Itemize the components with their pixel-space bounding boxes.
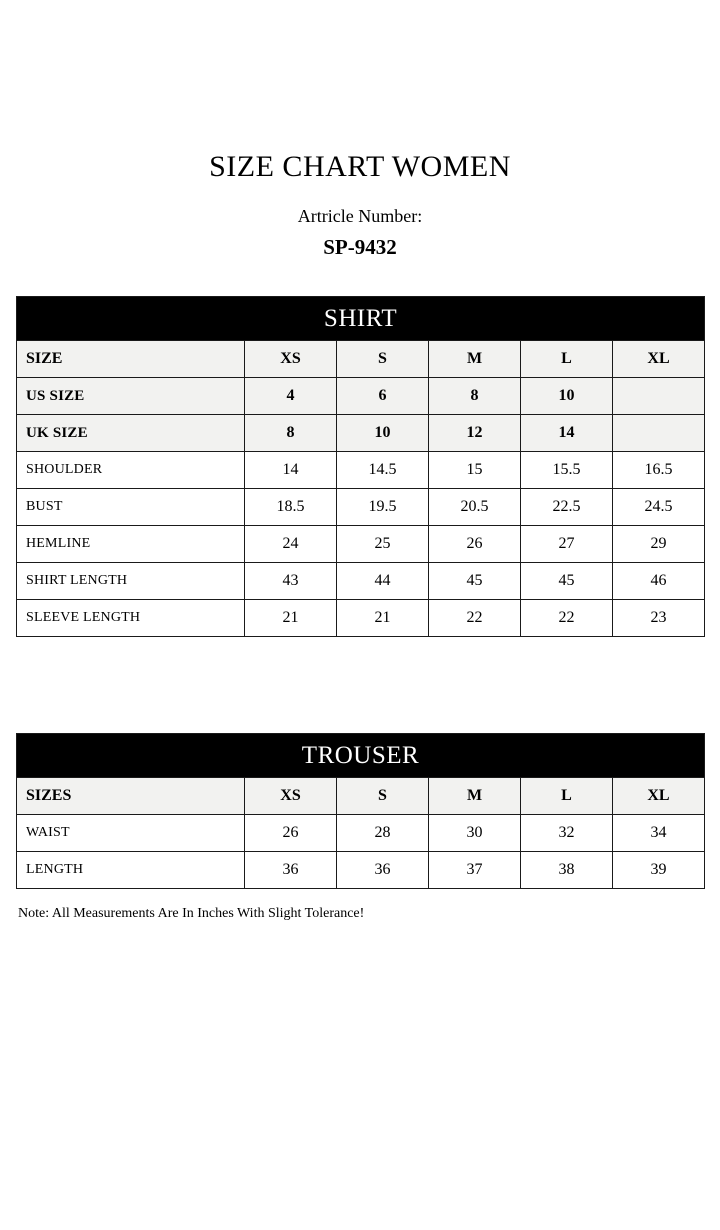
row-value: 12 [429,415,521,452]
row-label: SHOULDER [17,452,245,489]
row-value: 22 [521,600,613,637]
row-value: 23 [613,600,705,637]
row-value: 21 [337,600,429,637]
measurement-note: Note: All Measurements Are In Inches With Slight Tolerance! [18,906,365,921]
trouser-band-row [17,734,705,778]
row-value: 38 [521,852,613,889]
row-value: 10 [337,415,429,452]
trouser-header-cell: M [429,778,521,815]
row-value: 45 [521,563,613,600]
row-value: 8 [245,415,337,452]
row-value: 14 [521,415,613,452]
row-value: 45 [429,563,521,600]
row-value: 10 [521,378,613,415]
row-value: 15 [429,452,521,489]
row-value: 21 [245,600,337,637]
trouser-header-cell: L [521,778,613,815]
row-label: US SIZE [17,378,245,415]
row-value: 4 [245,378,337,415]
size-chart-page [0,150,720,1230]
shirt-header-cell: M [429,341,521,378]
trouser-header-cell: S [337,778,429,815]
row-label: HEMLINE [17,526,245,563]
row-value: 30 [429,815,521,852]
row-value: 37 [429,852,521,889]
table-row [17,415,705,452]
row-value: 36 [337,852,429,889]
row-value: 43 [245,563,337,600]
shirt-band-label: SHIRT [17,297,705,341]
row-value: 19.5 [337,489,429,526]
row-value: 20.5 [429,489,521,526]
row-value: 44 [337,563,429,600]
table-row [17,489,705,526]
row-label: SLEEVE LENGTH [17,600,245,637]
trouser-size-table [16,733,705,889]
row-value: 32 [521,815,613,852]
shirt-band-row [17,297,705,341]
row-value: 27 [521,526,613,563]
shirt-size-table [16,296,705,637]
table-row [17,600,705,637]
trouser-band-label: TROUSER [17,734,705,778]
trouser-header-cell: XL [613,778,705,815]
row-label: SHIRT LENGTH [17,563,245,600]
table-row [17,452,705,489]
row-value: 14.5 [337,452,429,489]
row-value: 29 [613,526,705,563]
table-row [17,526,705,563]
article-number-value: SP-9432 [323,235,397,259]
row-value: 46 [613,563,705,600]
shirt-header-cell: XS [245,341,337,378]
row-value: 18.5 [245,489,337,526]
row-value: 6 [337,378,429,415]
table-row [17,815,705,852]
row-value: 14 [245,452,337,489]
shirt-header-cell: XL [613,341,705,378]
shirt-header-cell: S [337,341,429,378]
article-number-label: Artricle Number: [297,206,423,226]
row-value: 34 [613,815,705,852]
table-row [17,378,705,415]
row-value: 22 [429,600,521,637]
trouser-header-row [17,778,705,815]
row-value: 15.5 [521,452,613,489]
row-value: 24.5 [613,489,705,526]
row-value: 8 [429,378,521,415]
row-value: 36 [245,852,337,889]
row-value: 26 [429,526,521,563]
row-value: 24 [245,526,337,563]
row-value: 25 [337,526,429,563]
row-value: 16.5 [613,452,705,489]
row-value [613,378,705,415]
row-value: 39 [613,852,705,889]
row-value: 22.5 [521,489,613,526]
row-value [613,415,705,452]
trouser-header-cell: SIZES [17,778,245,815]
row-label: LENGTH [17,852,245,889]
table-row [17,563,705,600]
trouser-header-cell: XS [245,778,337,815]
row-value: 28 [337,815,429,852]
row-label: BUST [17,489,245,526]
row-label: WAIST [17,815,245,852]
shirt-header-row [17,341,705,378]
page-title: SIZE CHART WOMEN [209,150,511,183]
row-label: UK SIZE [17,415,245,452]
table-row [17,852,705,889]
shirt-header-cell: L [521,341,613,378]
row-value: 26 [245,815,337,852]
shirt-header-cell: SIZE [17,341,245,378]
